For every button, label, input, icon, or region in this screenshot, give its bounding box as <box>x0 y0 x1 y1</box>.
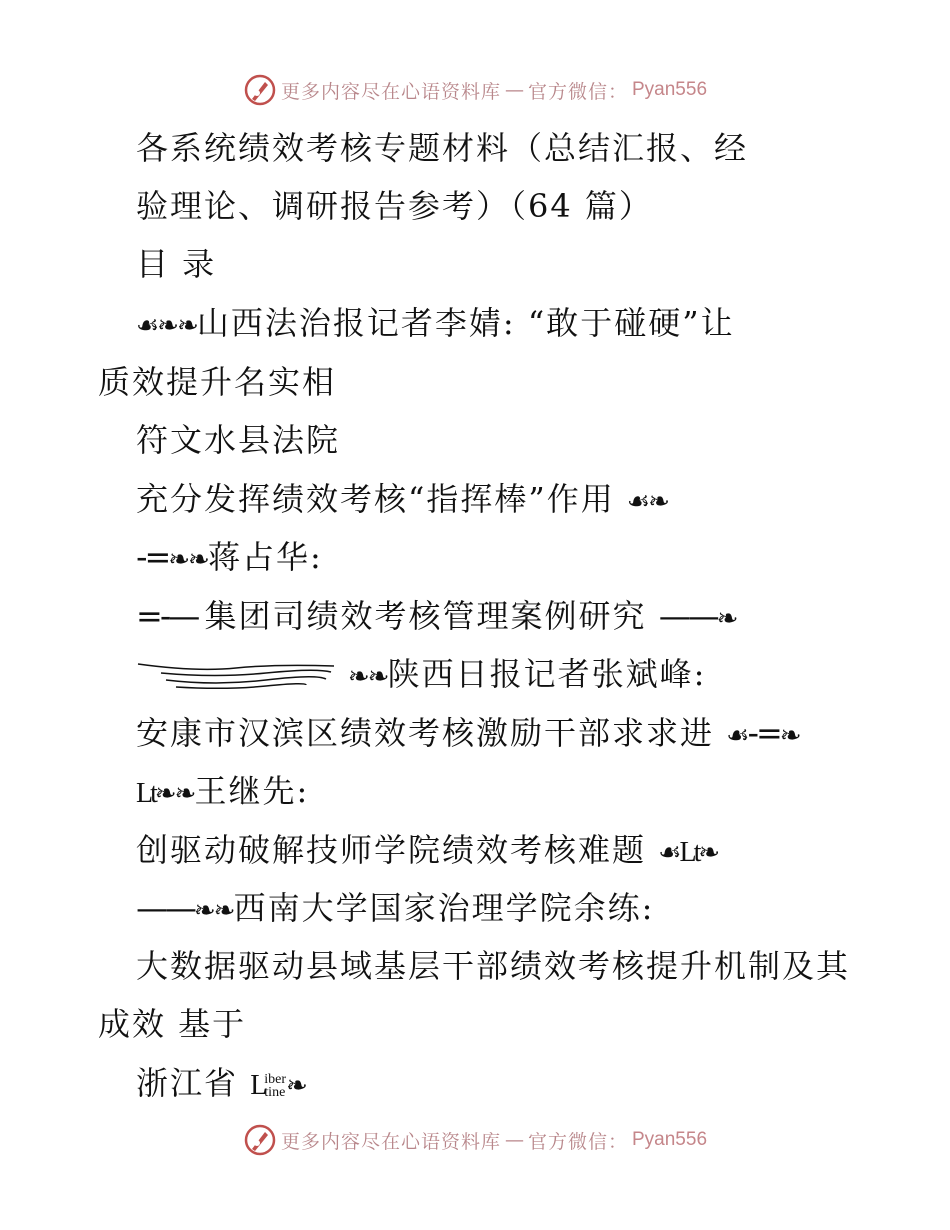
stacked-mark-bottom: tine <box>264 1084 286 1100</box>
toc-entry-text: 充分发挥绩效考核“指挥棒”作用 <box>136 480 627 518</box>
banner-separator: — <box>504 1129 524 1151</box>
toc-entry <box>136 830 718 870</box>
toc-entry <box>136 537 323 577</box>
toc-entry-text: 王继先: <box>194 772 310 810</box>
toc-entry-text: 山西法治报记者李婧: “敢于碰硬”让 <box>196 304 735 342</box>
quill-logo-icon <box>243 73 277 107</box>
ornament-glyph: ❧❧ <box>348 662 388 692</box>
ornament-glyph: ☙❧ <box>626 487 668 517</box>
toc-entry <box>136 303 735 343</box>
toc-entry-text: 浙江省 <box>136 1064 251 1102</box>
toc-entry-text: 西南大学国家治理学院余练: <box>233 889 655 927</box>
dash-mark: -= <box>136 538 169 576</box>
banner-separator: — <box>504 79 524 101</box>
banner-wechat-label: 官方微信： <box>527 1130 628 1153</box>
toc-entry-text: 蒋占华: <box>207 538 323 576</box>
lt-mark: Lt <box>679 837 699 868</box>
doc-title-line-2: 验理论、调研报告参考）（64 篇） <box>136 187 653 225</box>
toc-entry-text: 陕西日报记者张斌峰: <box>387 655 707 693</box>
ornament-glyph: ❧❧ <box>154 779 195 809</box>
banner-wechat-id: Pyan556 <box>632 1129 708 1150</box>
dash-mark: -= <box>747 714 780 752</box>
lt-mark: Lt <box>136 778 155 809</box>
toc-entry-text: 创驱动破解技师学院绩效考核难题 <box>136 831 659 869</box>
ornament-glyph: ❧ <box>716 604 737 634</box>
doc-title-line-1: 各系统绩效考核专题材料（总结汇报、经 <box>136 129 749 167</box>
toc-entry <box>136 713 800 753</box>
ornament-glyph: ☙ <box>726 721 748 751</box>
banner-wechat-label: 官方微信： <box>527 80 628 103</box>
banner-site-name: 更多内容尽在心语资料库 <box>280 80 501 103</box>
toc-entry-text: 大数据驱动县域基层干部绩效考核提升机制及其 <box>136 947 851 985</box>
toc-entry-text: 集团司绩效考核管理案例研究 <box>204 597 659 635</box>
toc-entry <box>136 888 654 928</box>
toc-entry <box>136 596 737 636</box>
l-mark: L <box>250 1070 265 1101</box>
toc-entry-text: 质效提升名实相 <box>98 363 337 401</box>
stacked-mark-top: iber <box>264 1071 287 1087</box>
ornament-glyph: ❧ <box>779 721 800 751</box>
ornament-glyph: ☙ <box>658 838 680 868</box>
footer-banner <box>0 1120 950 1160</box>
toc-entry <box>136 771 309 811</box>
quill-logo-icon <box>243 1123 277 1157</box>
ornament-glyph: ❧ <box>698 838 719 868</box>
toc-entry <box>348 654 706 694</box>
toc-entry-text: 符文水县法院 <box>136 421 341 459</box>
ornament-glyph: ❧❧ <box>168 545 208 575</box>
ornament-glyph: ☙❧❧ <box>136 311 197 341</box>
toc-entry <box>136 479 668 519</box>
banner-site-name: 更多内容尽在心语资料库 <box>280 1130 501 1153</box>
toc-entry <box>136 1063 306 1103</box>
stacked-mark <box>264 1073 286 1099</box>
toc-heading: 目 录 <box>136 245 217 283</box>
dash-mark: =-— <box>136 597 205 635</box>
wave-lines-decoration <box>136 660 336 690</box>
header-banner <box>0 70 950 110</box>
dash-mark: —— <box>136 889 194 927</box>
toc-entry-text: 成效 基于 <box>98 1005 247 1043</box>
ornament-glyph: ❧❧ <box>194 896 234 926</box>
banner-wechat-id: Pyan556 <box>632 79 708 100</box>
toc-entry-text: 安康市汉滨区绩效考核激励干部求求进 <box>136 714 727 752</box>
dash-mark: —— <box>658 597 717 635</box>
ornament-glyph: ❧ <box>286 1071 306 1101</box>
